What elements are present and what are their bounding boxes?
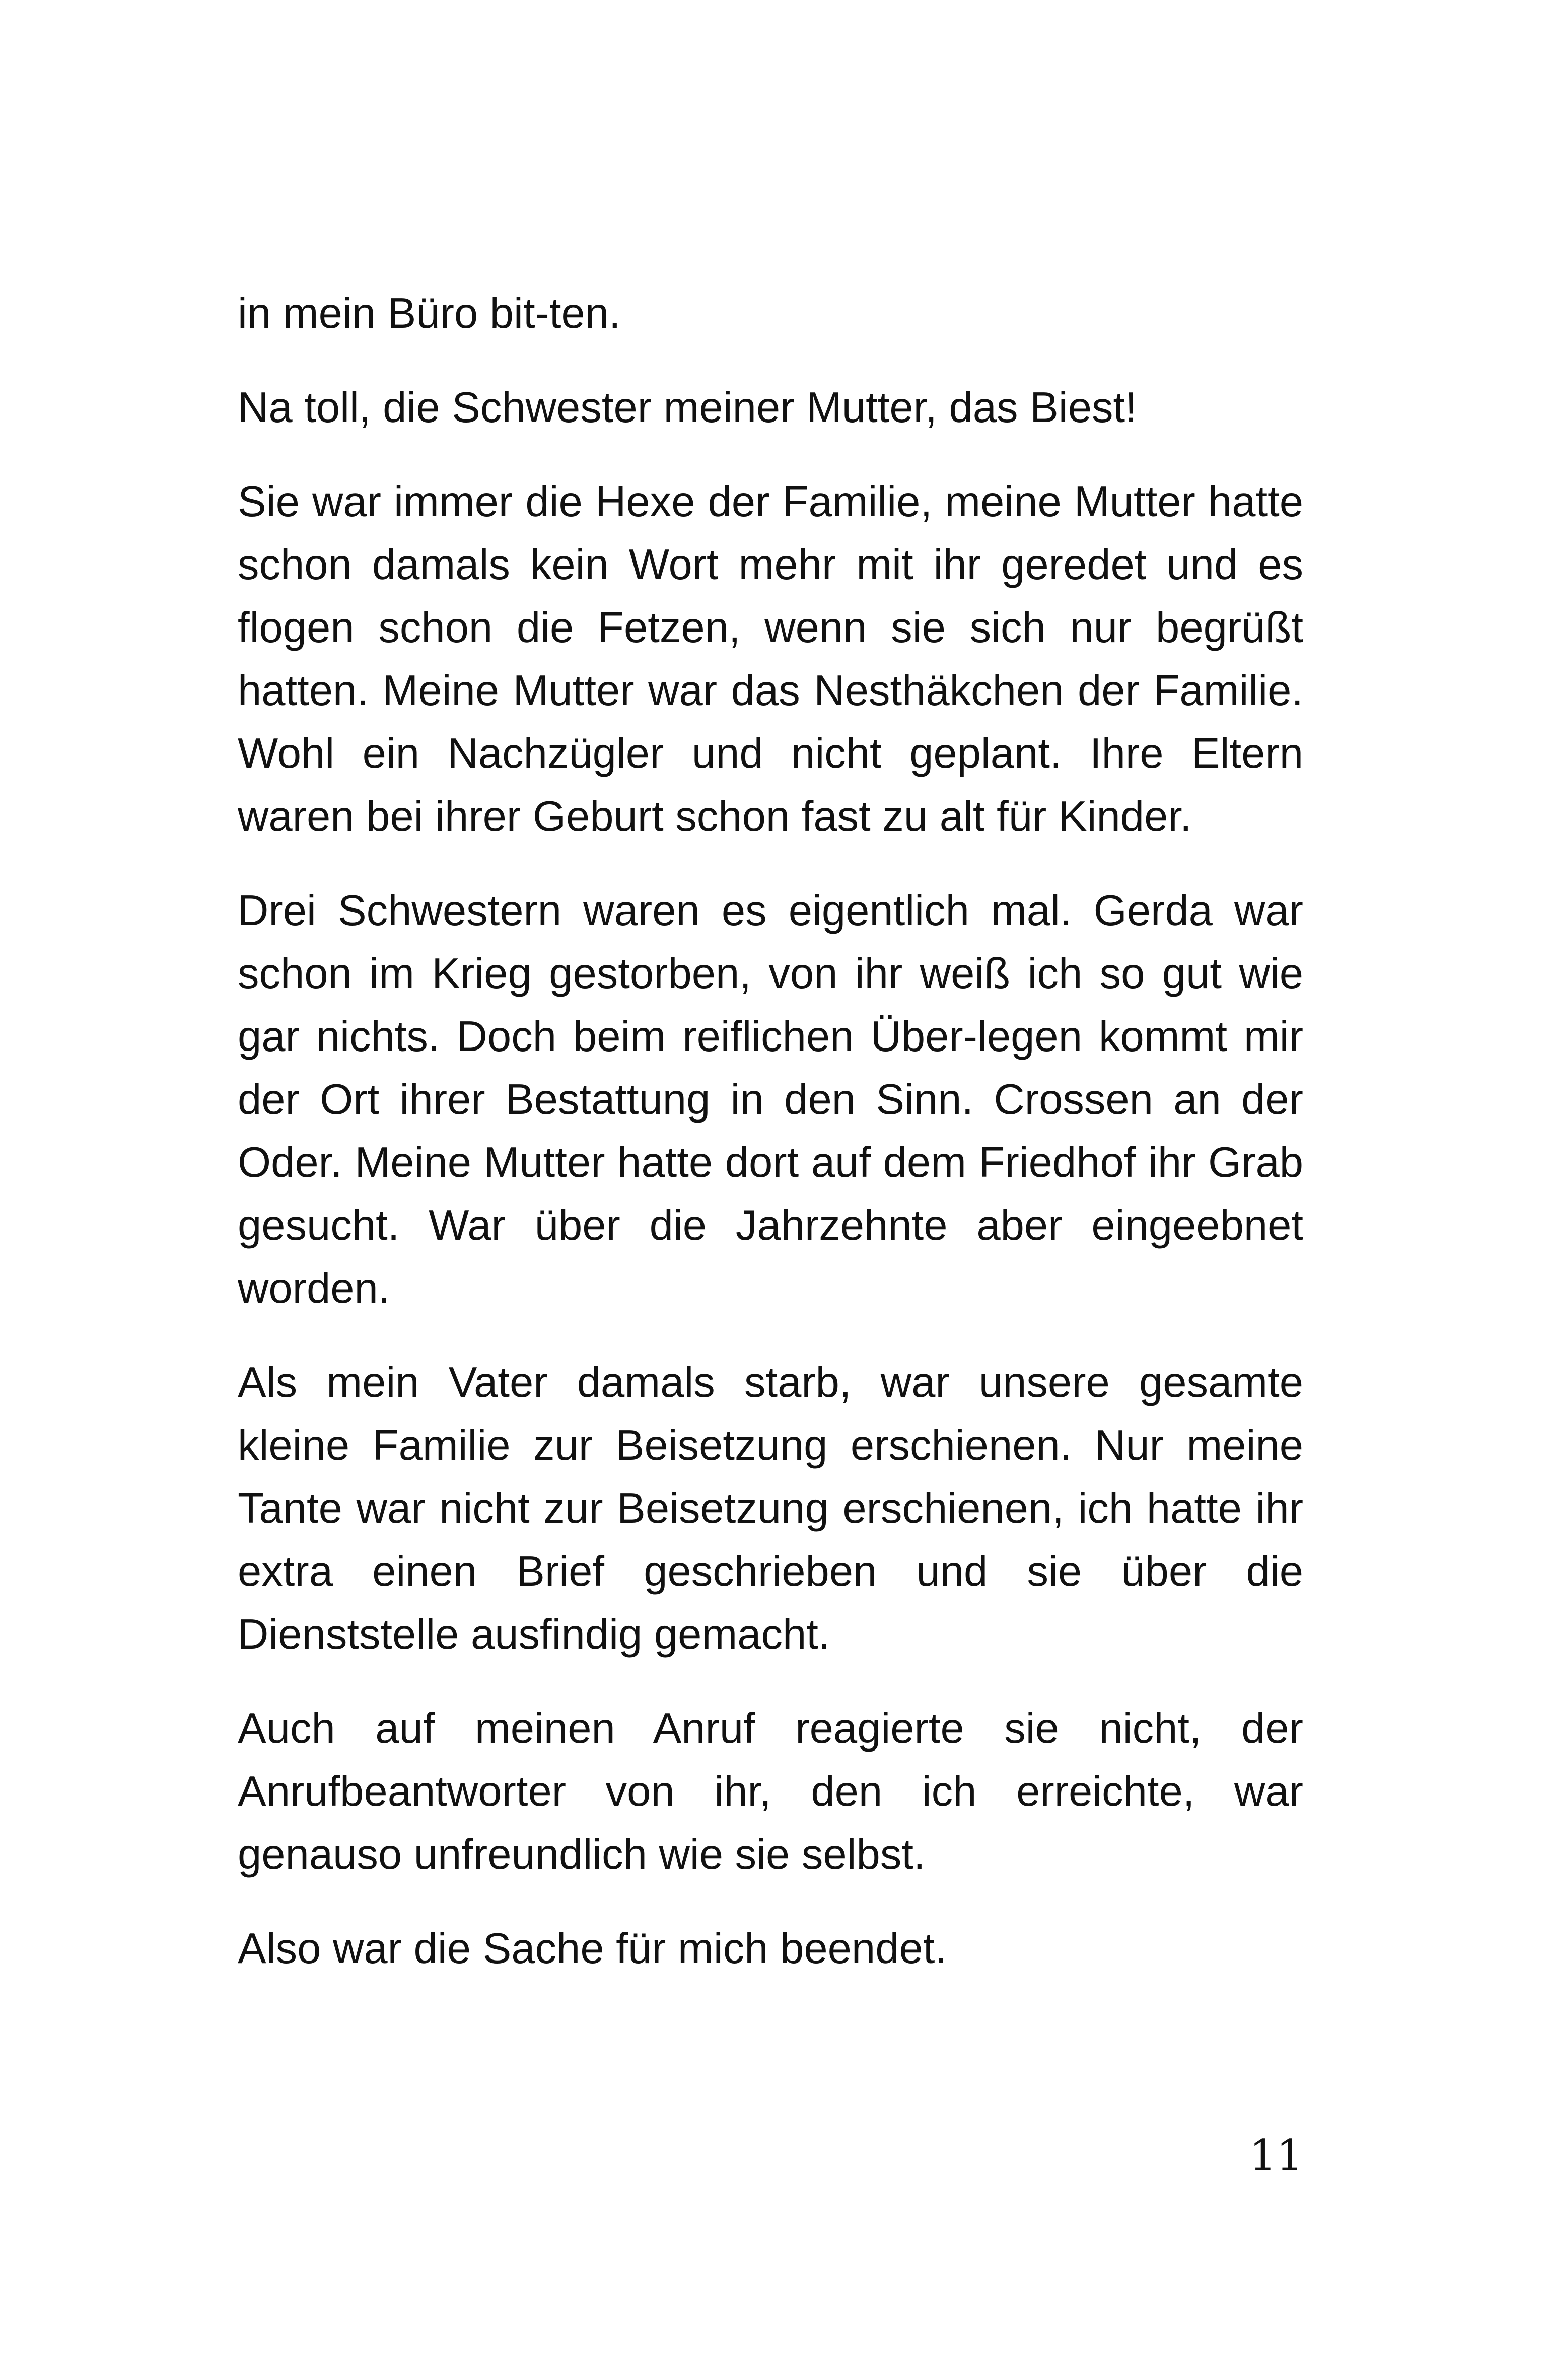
body-text xyxy=(238,282,1303,2011)
page-number: 11 xyxy=(1249,2131,1303,2180)
paragraph-7: Also war die Sache für mich beendet. xyxy=(238,1925,947,1973)
paragraph-2: Na toll, die Schwester meiner Mutter, das Biest! xyxy=(238,384,1137,432)
paragraph-3: Sie war immer die Hexe der Familie, meine Mutter hatte schon damals kein Wort mehr mit ihr geredet und es flogen schon die Fetzen, wenn sie sich nur begrüßt hatten. Meine Mutter war das Nesthäkchen der Familie. Wohl ein Nachzügler und nicht geplant. Ihre Eltern waren bei ihrer Geburt schon fast zu alt für Kinder. xyxy=(238,478,1303,841)
paragraph-6: Auch auf meinen Anruf reagierte sie nicht, der Anrufbeantworter von ihr, den ich erreichte, war genauso unfreundlich wie sie selbst. xyxy=(238,1705,1303,1878)
paragraph-1: in mein Büro bit-ten. xyxy=(238,290,621,337)
paragraph-4: Drei Schwestern waren es eigentlich mal. Gerda war schon im Krieg gestorben, von ihr weiß ich so gut wie gar nichts. Doch beim reiflichen Über-legen kommt mir der Ort ihrer Bestattung in den Sinn. Crossen an der Oder. Meine Mutter hatte dort auf dem Friedhof ihr Grab gesucht. War über die Jahrzehnte aber eingeebnet worden. xyxy=(238,887,1303,1312)
paragraph-5: Als mein Vater damals starb, war unsere gesamte kleine Familie zur Beisetzung erschienen. Nur meine Tante war nicht zur Beisetzung erschienen, ich hatte ihr extra einen Brief geschrieben und sie über die Dienststelle ausfindig gemacht. xyxy=(238,1359,1303,1658)
